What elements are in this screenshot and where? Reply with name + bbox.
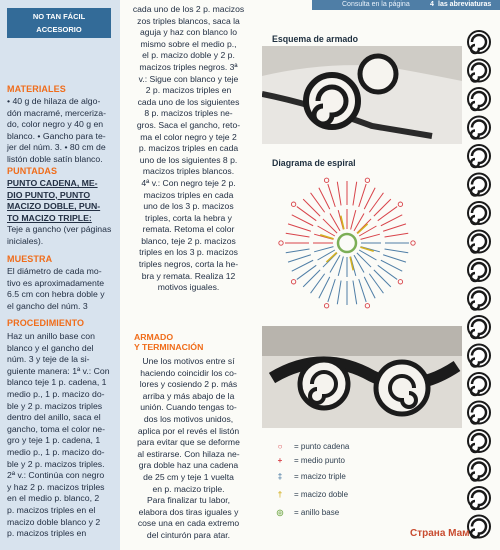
stitch-mark [337, 281, 341, 305]
fabric-top [262, 326, 462, 356]
spiral-motif [376, 362, 428, 414]
text-line: cada uno de los 2 p. macizos [132, 4, 245, 14]
stitch-mark [351, 210, 356, 229]
base-ring-icon: ◎ [276, 508, 284, 517]
text-line: del cinturón para atar. [146, 529, 231, 540]
text-line: ble y 2 p. macizos triples. [7, 458, 105, 469]
text-line: unión. Cuando tengas to- [140, 402, 237, 413]
stitch-mark [359, 184, 366, 207]
text-line: p. macizos triples en [7, 528, 87, 539]
text-line: cada uno de los siguientes [137, 96, 240, 107]
stitch-mark [385, 233, 409, 237]
stitch-mark [359, 226, 376, 236]
text-line: triples negros, corta la he- [138, 259, 239, 270]
text-line: Para finalizar tu labor, [146, 495, 231, 506]
text-line: en p. macizo triple. [152, 483, 225, 494]
sample-heading: MUESTRA [7, 254, 53, 264]
legend-item [272, 456, 400, 468]
text-line: medio p., 1 p. macizo do- [7, 446, 105, 457]
text-line: gancho, toma el color ne- [7, 423, 106, 434]
text-line: el p. macizo doble y 2 p. [142, 50, 235, 61]
difficulty-badge [7, 8, 111, 38]
stitch-mark [288, 224, 311, 231]
stitch-mark [323, 219, 337, 233]
text-line: lores y cosiendo 2 p. más [139, 379, 238, 390]
text-line: blanco, teje 2 p. macizos [141, 235, 236, 246]
chain-stitch-icon: ○ [277, 442, 283, 451]
text-line: 8 p. macizos triples ne- [144, 108, 233, 119]
legend-item [272, 442, 400, 454]
stitch-mark [359, 250, 376, 260]
procedure-heading: PROCEDIMIENTO [7, 318, 85, 328]
stitch-mark [288, 255, 311, 262]
text-line: zos triples blancos, saca la [137, 15, 240, 26]
spiral-motif [360, 56, 396, 92]
stitch-mark [353, 281, 357, 305]
text-line: uno de los 3 p. macizos [143, 201, 234, 212]
text-line: TO MACIZO TRIPLE: [7, 212, 92, 223]
stitch-mark [328, 184, 335, 207]
chain-mark [279, 241, 283, 245]
top-bar [312, 0, 500, 10]
text-line: triples en los 3 p. macizos [139, 247, 238, 258]
assembly-text [128, 356, 249, 542]
text-line: blanco teje 1 p. cadena, 1 [7, 377, 107, 388]
text-line: 6.5 cm con hebra doble y [7, 289, 105, 300]
text-line: macizo doble blanco y 2 [7, 516, 101, 527]
stitch-mark [357, 253, 371, 267]
stitch-mark [318, 226, 335, 236]
text-line: PUNTO CADENA, ME- [7, 178, 98, 188]
text-line: • 40 g de hilaza de algo- [7, 96, 101, 106]
stitch-mark [286, 249, 310, 253]
text-line: cose una en cada extremo [137, 518, 240, 529]
assembly-heading [134, 332, 203, 352]
text-line: dos los motivos unidos, [143, 413, 234, 424]
stitch-mark [286, 233, 310, 237]
text-line: aplica por el revés el listón [137, 425, 240, 436]
stitch-mark [353, 182, 357, 206]
stitch-mark [330, 214, 340, 231]
assembly-photo [262, 46, 462, 144]
chain-mark [324, 178, 328, 182]
text-line: triples, corta la hebra y [145, 212, 232, 223]
text-line: Une los motivos entre sí [142, 356, 235, 366]
text-line: macizos triples en cada [143, 189, 234, 200]
stitch-mark [385, 249, 409, 253]
stitch-mark [314, 247, 333, 252]
chain-mark [398, 202, 402, 206]
difficulty-line: NO TAN FÁCIL [32, 12, 86, 21]
text-line: gro y teje 1 p. cadena, 1 [7, 435, 101, 446]
text-line: 2 p. macizos triples en [145, 85, 232, 96]
chain-mark [291, 202, 295, 206]
text-line: de 25 cm y teje 1 vuelta [143, 471, 234, 482]
stitch-mark [383, 255, 406, 262]
stitch-mark [337, 182, 341, 206]
text-line: tivo es aproximadamente [7, 277, 105, 288]
legend-item [272, 472, 400, 484]
sidebar [0, 0, 120, 550]
text-line: uno de los siguientes 8 p. [139, 154, 238, 165]
assembly-heading-line: ARMADO [134, 332, 174, 342]
materials-heading: MATERIALES [7, 84, 66, 94]
text-line: blanco y el gancho del [7, 342, 94, 353]
double-stitch-icon: † [277, 490, 283, 499]
spiral-diagram [272, 168, 422, 318]
legend-label: = anillo base [294, 508, 340, 517]
text-line: el gancho del núm. 3 [7, 300, 88, 311]
text-line: motivos iguales. [157, 282, 220, 293]
text-line: medio p., 1 p. macizo do- [7, 388, 105, 399]
assembly-heading-line: Y TERMINACIÓN [134, 342, 204, 352]
text-line: y haz 2 p. macizos triples [7, 481, 105, 492]
abbreviations-label: las abreviaturas [438, 1, 492, 8]
text-line: guiente manera: 1ª v.: Con [7, 365, 110, 376]
text-line: 2ª v.: Continúa con negro [7, 470, 105, 481]
text-line: jer del núm. 3. • 80 cm de [7, 142, 106, 153]
text-line: p. macizos triples en cada [138, 143, 239, 154]
text-line: en el medio p. blanco, 2 [7, 493, 100, 504]
legend-label: = medio punto [294, 456, 345, 465]
legend-label: = macizo triple [294, 472, 346, 481]
text-line: gra doble haz una cadena [138, 460, 239, 471]
text-line: MACIZO DOBLE, PUN- [7, 201, 101, 212]
text-line: ble y 2 p. macizos triples [7, 400, 103, 411]
stitch-mark [361, 234, 380, 239]
sample-text [7, 266, 117, 312]
chain-mark [411, 241, 415, 245]
stitch-mark [318, 250, 335, 260]
text-line: listón doble satín blanco. [7, 153, 103, 164]
text-line: para evitar que se deforme [137, 437, 240, 448]
text-line: v.: Sigue con blanco y teje [138, 73, 239, 84]
half-stitch-icon: + [277, 456, 283, 465]
legend-label: = macizo doble [294, 490, 349, 499]
motif-strip [466, 30, 492, 550]
triple-stitch-icon: ‡ [277, 472, 283, 481]
text-line: aguja y haz con blanco lo [140, 27, 237, 38]
text-line: blanco. • Gancho para te- [7, 130, 106, 141]
legend-item [272, 508, 400, 520]
instructions-column [128, 0, 251, 550]
procedure-text [7, 331, 117, 540]
watermark: Страна Мам [410, 528, 470, 539]
text-line: DIO PUNTO, PUNTO [7, 189, 91, 200]
text-line: do, color negro y 40 g en [7, 119, 104, 130]
page-number: 4 [430, 1, 434, 8]
scheme-caption: Esquema de armado [272, 34, 359, 44]
page-hint: Consulta en la página [342, 1, 410, 8]
category-line: ACCESORIO [36, 25, 82, 34]
text-line: dón macramé, merceriza- [7, 107, 106, 118]
legend-item [272, 490, 400, 502]
motif-column [468, 31, 490, 538]
text-line: haciendo coincidir los co- [140, 367, 237, 378]
base-ring [338, 234, 356, 252]
text-line: mismo sobre el medio p., [140, 38, 237, 49]
procedure-continued [128, 4, 249, 294]
text-line: arriba y más abajo de la [142, 390, 235, 401]
chain-mark [365, 304, 369, 308]
text-line: El diámetro de cada mo- [7, 266, 102, 276]
text-line: remata. Retoma el color [142, 224, 235, 235]
legend-label: = punto cadena [294, 442, 350, 451]
text-line: núm. 3 y teje de la si- [7, 354, 90, 365]
text-line: elabora dos tiras iguales y [138, 506, 239, 517]
stitch-mark [338, 257, 343, 276]
text-line: dentro del anillo, saca el [7, 412, 101, 423]
spiral-caption: Diagrama de espiral [272, 158, 356, 168]
stitches-heading: PUNTADAS [7, 166, 58, 176]
stitch-mark [383, 224, 406, 231]
stitch-mark [359, 279, 366, 302]
text-line: Teje a gancho (ver páginas [7, 224, 112, 235]
stitch-chart [279, 178, 415, 308]
stitches-text [7, 178, 117, 248]
stitch-mark [328, 279, 335, 302]
text-line: Haz un anillo base con [7, 331, 95, 341]
chain-mark [324, 304, 328, 308]
text-line: al estirarse. Con hilaza ne- [137, 448, 240, 459]
chain-mark [365, 178, 369, 182]
text-line: ma el color negro y teje 2 [140, 131, 237, 142]
chain-mark [398, 280, 402, 284]
text-line: 4ª v.: Con negro teje 2 p. [141, 177, 236, 188]
finished-belt-photo [262, 326, 462, 428]
chain-mark [291, 280, 295, 284]
text-line: macizos triples negros. 3ª [139, 61, 238, 72]
materials-text [7, 96, 117, 166]
text-line: gros. Saca el gancho, reto- [136, 119, 241, 130]
text-line: p. macizos triples en el [7, 504, 96, 515]
text-line: macizos triples blancos. [142, 166, 235, 177]
text-line: iniciales). [7, 235, 44, 246]
text-line: bra y remata. Realiza 12 [141, 270, 236, 281]
stitch-mark [354, 255, 364, 272]
